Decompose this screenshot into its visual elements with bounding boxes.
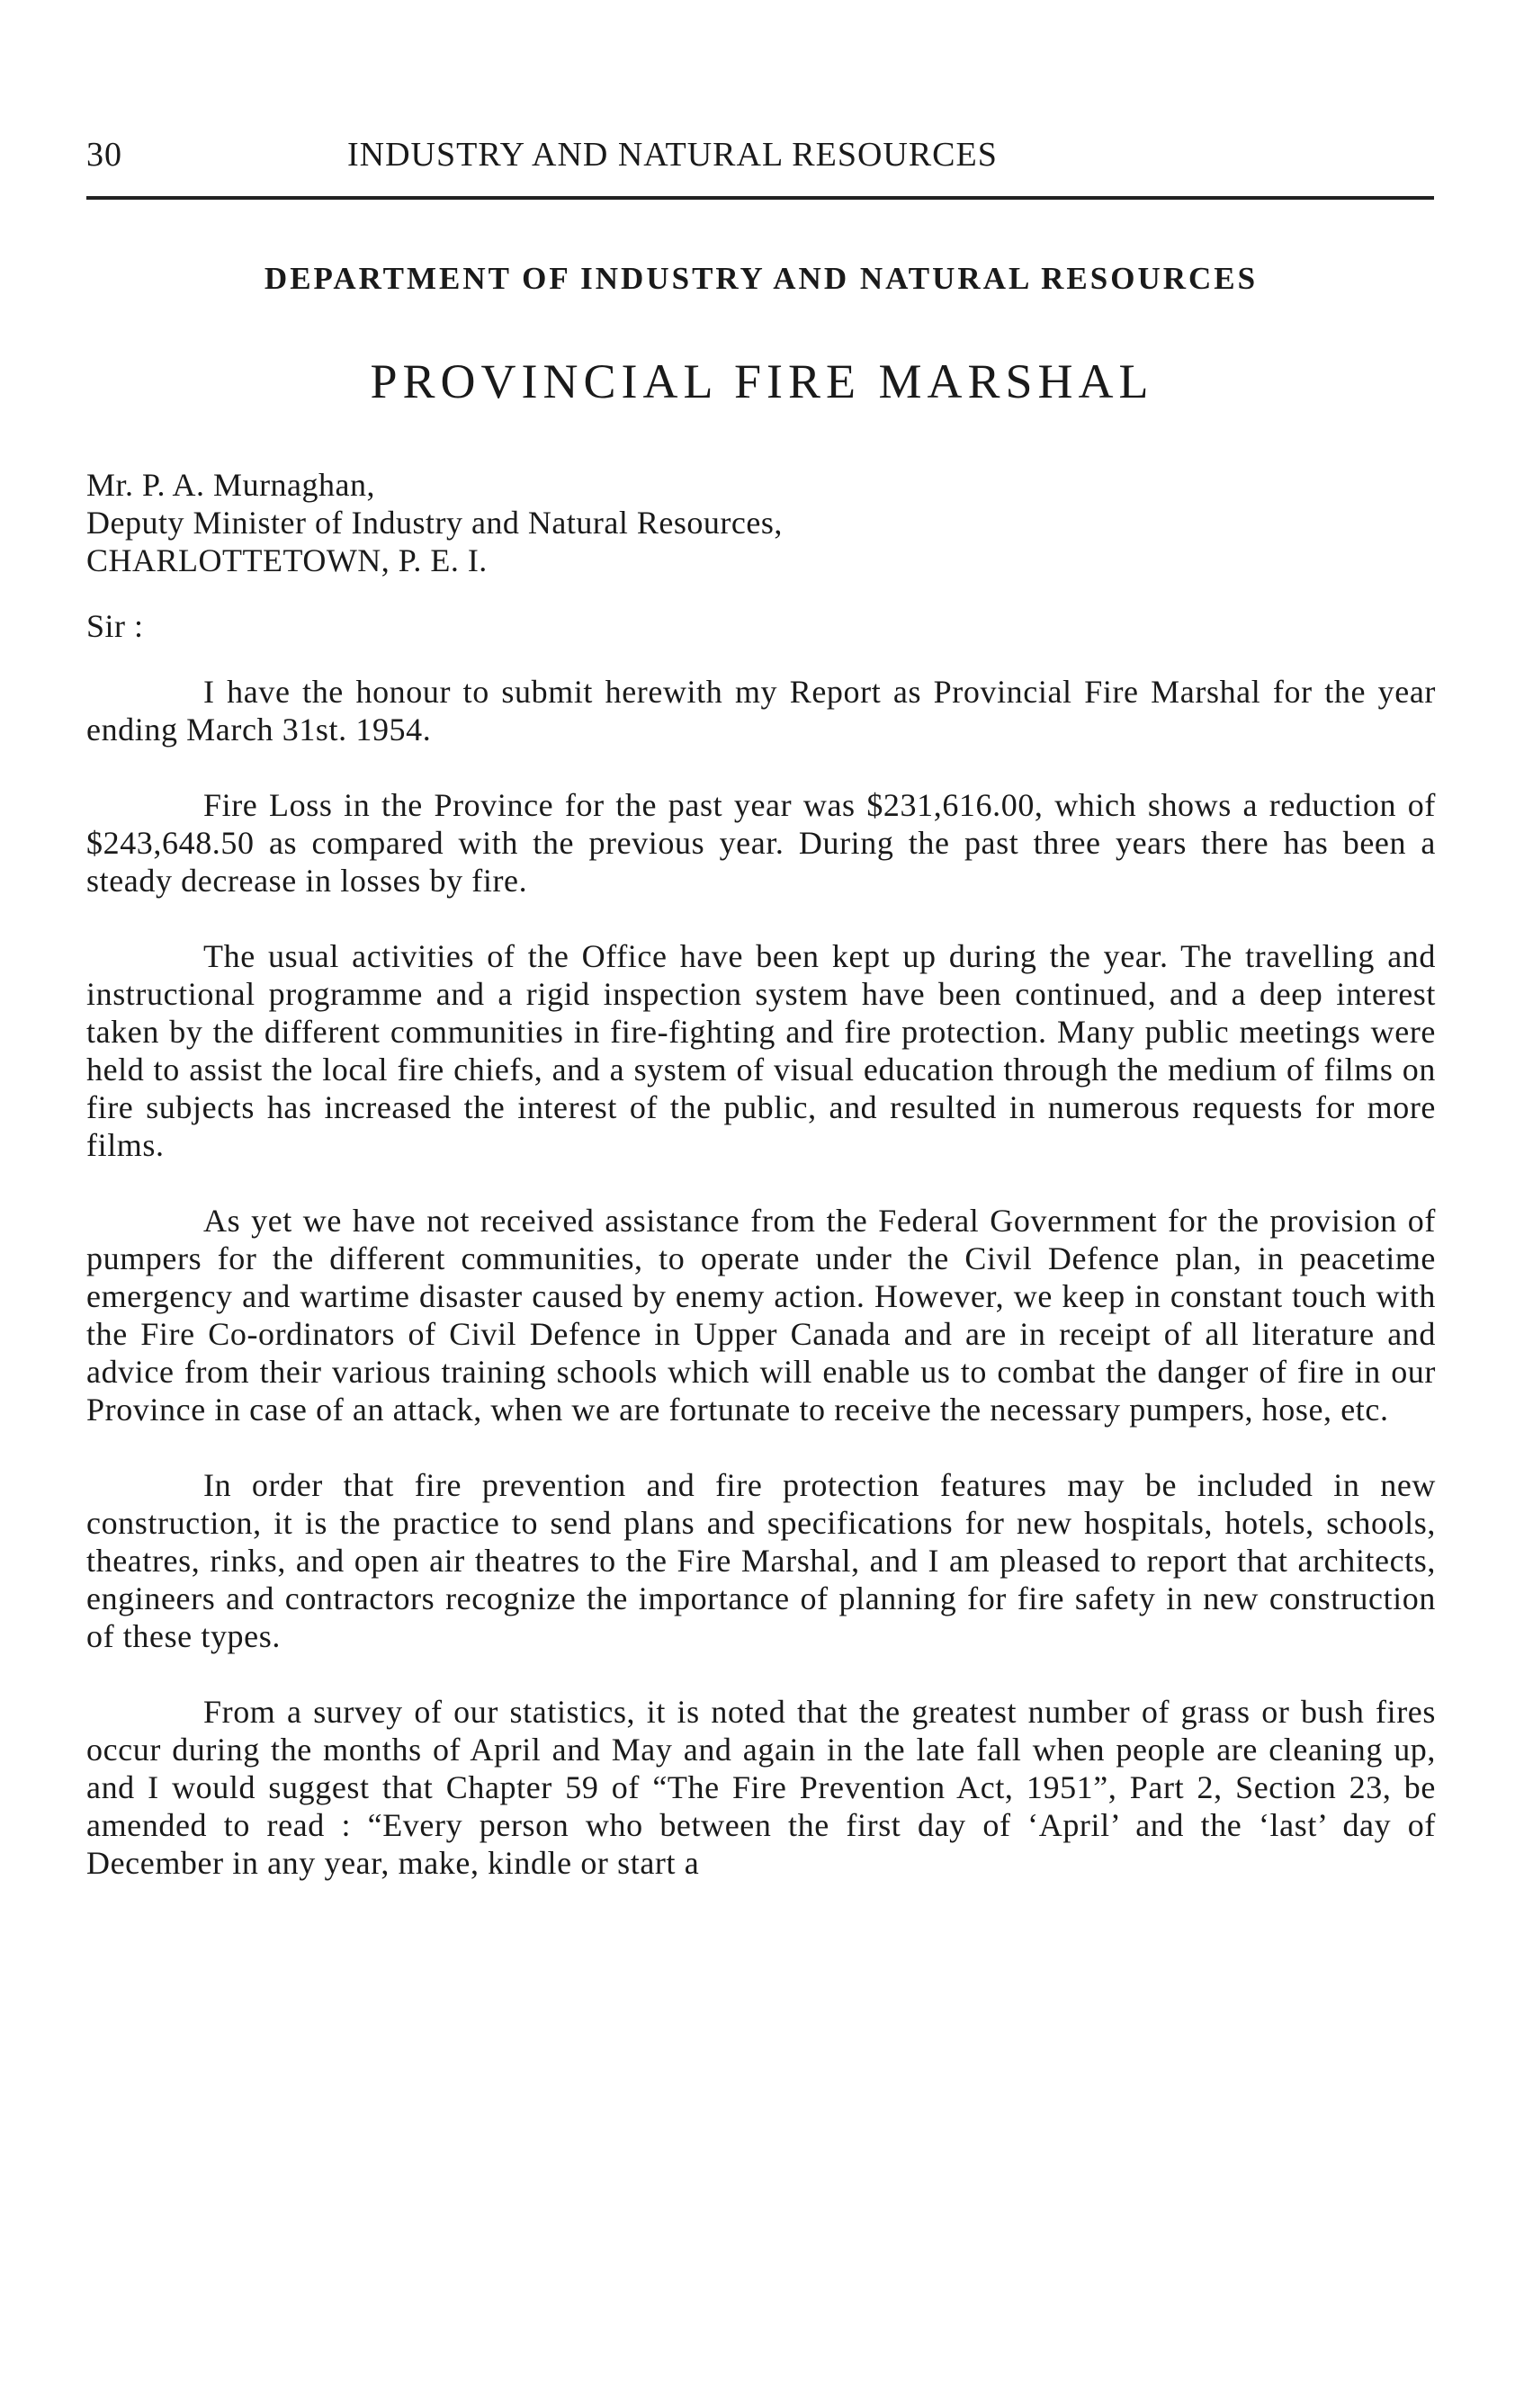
report-body	[86, 673, 1436, 1920]
salutation: Sir :	[86, 608, 144, 644]
paragraph-activities: The usual activities of the Office have been kept up during the year. The travelling and instructional programme and a rigid inspection system have been continued, and a deep interest taken by the different communities in fire-fighting and fire protection. Many public meetings were held to assist the local fire chiefs, and a system of visual education through the medium of films on fire subjects has increased the interest of the public, and resulted in numerous requests for more films.	[86, 938, 1436, 1163]
department-heading: DEPARTMENT OF INDUSTRY AND NATURAL RESOURCES	[264, 261, 1259, 296]
recipient-address	[86, 466, 1436, 579]
address-line: CHARLOTTETOWN, P. E. I.	[86, 542, 488, 578]
running-header	[86, 135, 1436, 180]
running-title: INDUSTRY AND NATURAL RESOURCES	[347, 136, 998, 174]
header-rule	[86, 196, 1434, 200]
paragraph-grass-fires: From a survey of our statistics, it is noted that the greatest number of grass or bush fires occur during the months of April and May and again in the late fall when people are cleaning up, and I would suggest that Chapter 59 of “The Fire Prevention Act, 1951”, Part 2, Section 23, be amended to read : “Every person who between the first day of ‘April’ and the ‘last’ day of December in any year, make, kindle or start a	[86, 1694, 1436, 1881]
paragraph-fire-loss: Fire Loss in the Province for the past year was $231,616.00, which shows a reduction of $243,648.50 as compared with the previous year. During the past three years there has been a steady decrease in losses by fire.	[86, 787, 1436, 899]
paragraph-intro: I have the honour to submit herewith my Report as Provincial Fire Marshal for the year ending March 31st. 1954.	[86, 674, 1436, 747]
address-line: Mr. P. A. Murnaghan,	[86, 467, 376, 503]
page-number: 30	[86, 136, 122, 174]
paragraph-civil-defence: As yet we have not received assistance from the Federal Government for the provision of pumpers for the different communities, to operate under the Civil Defence plan, in peacetime emergency and wartime disaster caused by enemy action. However, we keep in constant touch with the Fire Co-ordinators of Civil Defence in Upper Canada and are in receipt of all literature and advice from their various training schools which will enable us to combat the danger of fire in our Province in case of an attack, when we are fortunate to receive the necessary pumpers, hose, etc.	[86, 1203, 1436, 1428]
address-line: Deputy Minister of Industry and Natural Resources,	[86, 505, 783, 541]
paragraph-construction: In order that fire prevention and fire protection features may be included in new construction, it is the practice to send plans and specifications for new hospitals, hotels, schools, theatres, rinks, and open air theatres to the Fire Marshal, and I am pleased to report that architects, engineers and contractors recognize the importance of planning for fire safety in new construction of these types.	[86, 1467, 1436, 1654]
section-title: PROVINCIAL FIRE MARSHAL	[370, 354, 1154, 408]
